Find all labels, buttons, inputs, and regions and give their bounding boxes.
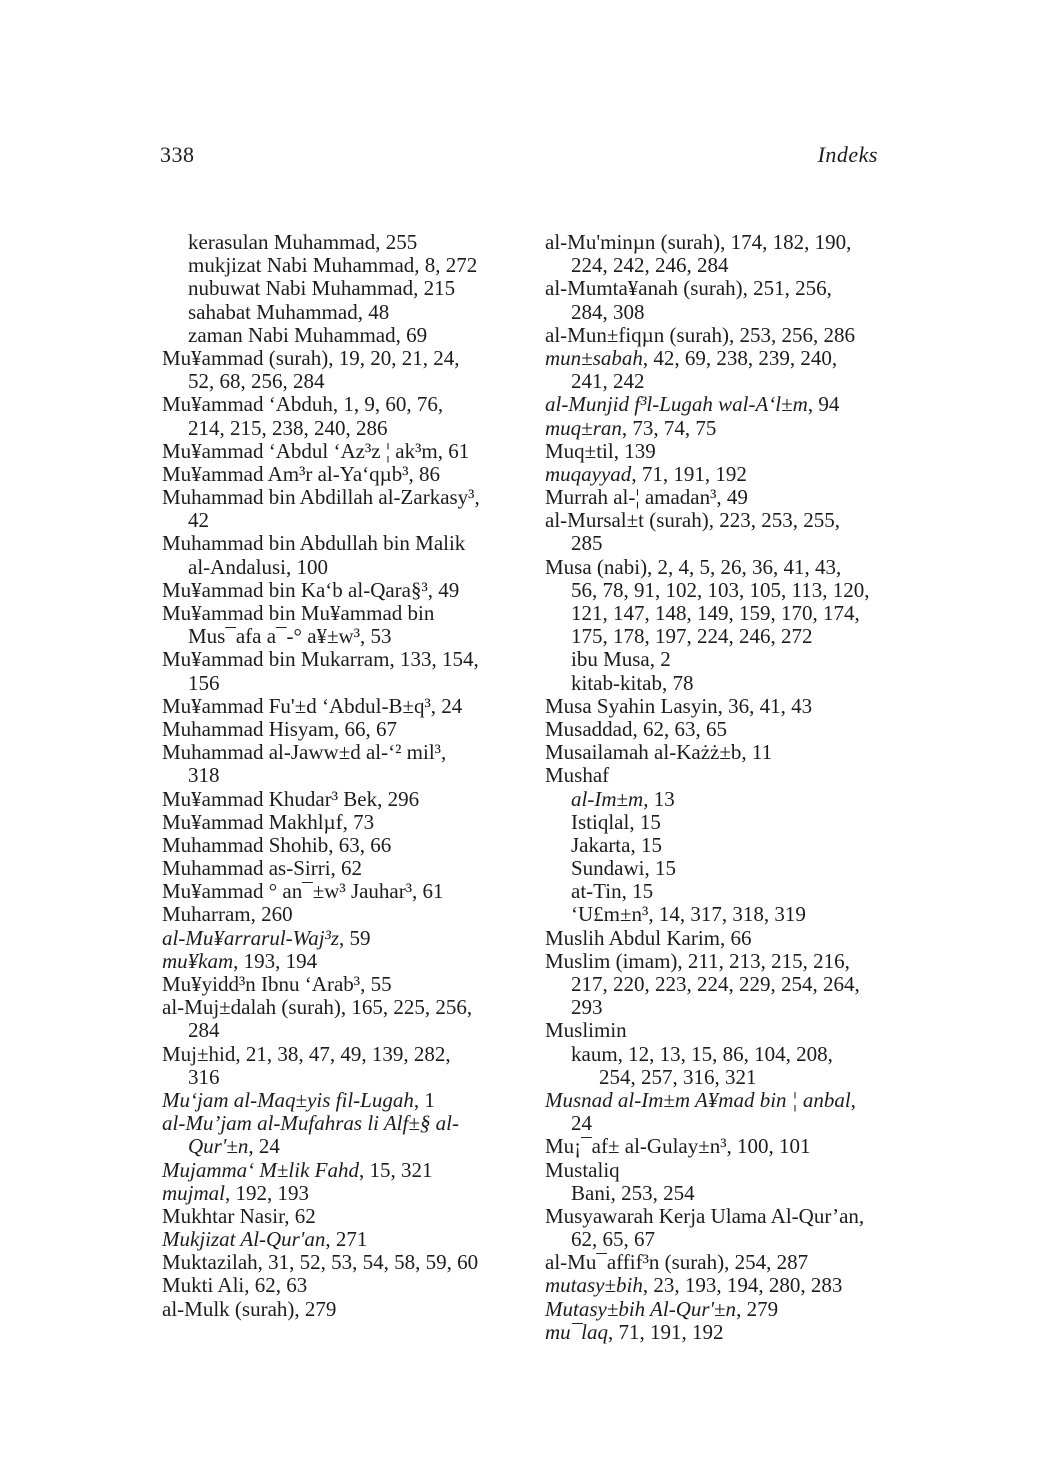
index-text-run: al-Mursal±t (surah), 223, 253, 255,	[545, 508, 840, 533]
index-entry-line	[162, 625, 545, 648]
index-text-run: 217, 220, 223, 224, 229, 254, 264,	[571, 972, 860, 996]
index-entry-line	[545, 463, 885, 486]
index-text-run: Muharram, 260	[162, 902, 293, 927]
index-entry-line	[545, 741, 885, 764]
index-entry-line	[162, 486, 545, 509]
index-entry-line	[162, 788, 545, 811]
index-entry-line	[162, 950, 545, 973]
index-text-run: , 23, 193, 194, 280, 283	[642, 1273, 843, 1298]
index-entry-line	[162, 532, 545, 555]
index-text-run: 42	[188, 508, 209, 533]
index-entry-line	[545, 880, 885, 903]
index-text-run: al-Mun±fiqµn (surah), 253, 256, 286	[545, 322, 855, 347]
index-text-run: 284	[188, 1018, 220, 1043]
index-entry-line	[545, 440, 885, 463]
index-entry-line	[545, 788, 885, 811]
index-entry-line	[545, 1019, 885, 1042]
index-text-run: 224, 242, 246, 284	[571, 253, 729, 278]
index-entry-line	[545, 277, 885, 300]
index-text-run: , 15, 321	[359, 1157, 433, 1182]
index-text-run: 24	[571, 1111, 592, 1136]
index-text-run: 285	[571, 531, 603, 556]
index-text-run: Muslim (imam), 211, 213, 215, 216,	[545, 948, 850, 973]
index-entry-line	[545, 1043, 885, 1066]
index-entry-line	[545, 602, 885, 625]
index-text-run: ,	[850, 1087, 856, 1112]
index-entry-line	[162, 556, 545, 579]
index-text-run: , 193, 194	[233, 948, 318, 973]
index-text-run: 316	[188, 1064, 220, 1089]
index-entry-line	[545, 1321, 885, 1344]
index-entry-line	[545, 625, 885, 648]
index-text-run: Mutasy±bih Al-Qur'±n	[545, 1296, 737, 1321]
index-text-run: Mu¥ammad Makhlµf, 73	[162, 809, 375, 834]
index-text-run: zaman Nabi Muhammad, 69	[188, 322, 428, 347]
index-entry-line	[162, 254, 545, 277]
index-entry-line	[545, 903, 885, 926]
index-text-run: Muslih Abdul Karim, 66	[545, 925, 752, 950]
index-entry-line	[545, 672, 885, 695]
index-entry-line	[545, 324, 885, 347]
index-text-run: Mustaliq	[545, 1157, 620, 1182]
index-text-run: 52, 68, 256, 284	[188, 369, 325, 394]
index-entry-line	[162, 903, 545, 926]
index-text-run: Musnad al-Im±m A¥mad bin ¦ anbal	[545, 1087, 851, 1112]
index-text-run: mu¥kam	[162, 948, 234, 973]
index-entry-line	[162, 672, 545, 695]
index-text-run: Mu¥ammad ‘Abdul ‘Az³z ¦ ak³m, 61	[162, 438, 470, 463]
index-text-run: Mu¥ammad (surah), 19, 20, 21, 24,	[162, 345, 460, 370]
index-entry-line	[545, 579, 885, 602]
index-text-run: , 73, 74, 75	[621, 415, 717, 440]
index-text-run: al-Mulk (surah), 279	[162, 1296, 337, 1321]
index-text-run: al-Mu'minµn (surah), 174, 182, 190,	[545, 230, 852, 254]
index-text-run: Muhammad Shohib, 63, 66	[162, 832, 392, 857]
index-entry-line	[162, 695, 545, 718]
index-text-run: , 271	[325, 1227, 368, 1252]
index-entry-line	[545, 1135, 885, 1158]
index-text-run: Muhammad al-Jaww±d al-‘² mil³,	[162, 740, 447, 765]
index-text-run: Jakarta, 15	[571, 832, 662, 857]
index-text-run: , 59	[339, 925, 371, 950]
index-text-run: 293	[571, 995, 603, 1020]
index-text-run: , 42, 69, 238, 239, 240,	[642, 345, 838, 370]
index-text-run: Mushaf	[545, 763, 610, 788]
index-text-run: Mukjizat Al-Qur'an	[162, 1227, 326, 1252]
index-text-run: Bani, 253, 254	[571, 1180, 695, 1205]
index-text-run: , 71, 191, 192	[608, 1319, 724, 1344]
index-text-run: Musa (nabi), 2, 4, 5, 26, 36, 41, 43,	[545, 554, 842, 579]
index-entry-line	[162, 648, 545, 671]
index-entry-line	[162, 463, 545, 486]
page-number: 338	[160, 142, 195, 167]
index-entry-line	[162, 811, 545, 834]
index-entry-line	[162, 417, 545, 440]
page-header-title: Indeks	[817, 142, 878, 167]
index-entry-line	[545, 973, 885, 996]
index-text-run: , 24	[248, 1134, 280, 1159]
index-text-run: , 13	[643, 786, 675, 811]
index-entry-line	[162, 1182, 545, 1205]
right-column	[545, 231, 885, 1344]
index-entry-line	[545, 254, 885, 277]
index-entry-line	[545, 764, 885, 787]
index-text-run: al-Muj±dalah (surah), 165, 225, 256,	[162, 995, 473, 1020]
index-text-run: Mu¥ammad ° an¯±w³ Jauhar³, 61	[162, 879, 444, 904]
index-text-run: Mu¡¯af± al-Gulay±n³, 100, 101	[545, 1134, 811, 1159]
index-text-run: Mukhtar Nasir, 62	[162, 1203, 316, 1228]
index-text-run: Mu¥ammad Khudar³ Bek, 296	[162, 786, 420, 811]
index-text-run: , 71, 191, 192	[631, 461, 747, 486]
index-entry-line	[162, 301, 545, 324]
index-entry-line	[545, 1274, 885, 1297]
index-entry-line	[545, 509, 885, 532]
index-text-run: Muhammad as-Sirri, 62	[162, 856, 363, 881]
index-text-run: Mujamma‘ M±lik Fahd	[162, 1157, 359, 1182]
index-entry-line	[545, 532, 885, 555]
index-text-run: Musa Syahin Lasyin, 36, 41, 43	[545, 693, 813, 718]
index-text-run: Mu¥ammad bin Mukarram, 133, 154,	[162, 647, 479, 672]
left-column	[162, 231, 545, 1321]
index-text-run: mun±sabah	[545, 345, 643, 370]
index-entry-line	[545, 370, 885, 393]
index-text-run: 284, 308	[571, 299, 645, 324]
index-entry-line	[162, 927, 545, 950]
index-entry-line	[545, 857, 885, 880]
index-text-run: kaum, 12, 13, 15, 86, 104, 208,	[571, 1041, 833, 1066]
index-text-run: al-Mu¥arrarul-Waj³z	[162, 925, 340, 950]
index-entry-line	[545, 1228, 885, 1251]
index-entry-line	[545, 1112, 885, 1135]
index-text-run: al-Mu¯affif³n (surah), 254, 287	[545, 1250, 809, 1275]
index-entry-line	[162, 1274, 545, 1297]
index-text-run: Muktazilah, 31, 52, 53, 54, 58, 59, 60	[162, 1250, 479, 1275]
index-text-run: Sundawi, 15	[571, 856, 676, 881]
index-text-run: kerasulan Muhammad, 255	[188, 230, 418, 254]
index-text-run: mu¯laq	[545, 1319, 608, 1344]
index-entry-line	[162, 393, 545, 416]
index-text-run: Muq±til, 139	[545, 438, 656, 463]
index-text-run: Mus¯afa a¯-° a¥±w³, 53	[188, 624, 392, 649]
index-entry-line	[162, 1066, 545, 1089]
index-text-run: Qur'±n	[188, 1134, 249, 1159]
index-text-run: muq±ran	[545, 415, 622, 440]
index-text-run: al-Mumta¥anah (surah), 251, 256,	[545, 276, 832, 301]
index-entry-line	[162, 973, 545, 996]
index-text-run: ibu Musa, 2	[571, 647, 671, 672]
index-text-run: 254, 257, 316, 321	[599, 1064, 757, 1089]
index-text-run: Musyawarah Kerja Ulama Al-Qur’an,	[545, 1203, 865, 1228]
index-entry-line	[545, 1205, 885, 1228]
index-entry-line	[162, 1135, 545, 1158]
index-text-run: 175, 178, 197, 224, 246, 272	[571, 624, 813, 649]
index-text-run: , 94	[807, 392, 840, 417]
index-entry-line	[162, 764, 545, 787]
index-entry-line	[162, 1159, 545, 1182]
index-text-run: Mukti Ali, 62, 63	[162, 1273, 308, 1298]
index-text-run: Murrah al-¦ amadan³, 49	[545, 485, 748, 510]
index-entry-line	[545, 718, 885, 741]
index-text-run: 214, 215, 238, 240, 286	[188, 415, 388, 440]
index-entry-line	[162, 1112, 545, 1135]
index-text-run: at-Tin, 15	[571, 879, 654, 904]
index-text-run: mujmal	[162, 1180, 225, 1205]
index-entry-line	[162, 857, 545, 880]
index-entry-line	[162, 579, 545, 602]
index-entry-line	[545, 950, 885, 973]
index-entry-line	[162, 602, 545, 625]
index-text-run: 156	[188, 670, 220, 695]
index-entry-line	[162, 1019, 545, 1042]
index-text-run: Mu¥ammad bin Ka‘b al-Qara§³, 49	[162, 577, 460, 602]
index-entry-line	[162, 1089, 545, 1112]
index-text-run: al-Munjid f³l-Lugah wal-A‘l±m	[545, 392, 808, 417]
index-text-run: Muhammad Hisyam, 66, 67	[162, 716, 398, 741]
index-entry-line	[545, 393, 885, 416]
index-entry-line	[162, 996, 545, 1019]
index-entry-line	[545, 417, 885, 440]
index-text-run: Mu‘jam al-Maq±yis fil-Lugah	[162, 1087, 414, 1112]
index-entry-line	[545, 695, 885, 718]
index-entry-line	[545, 347, 885, 370]
index-entry-line	[545, 927, 885, 950]
index-entry-line	[162, 718, 545, 741]
index-text-run: 121, 147, 148, 149, 159, 170, 174,	[571, 601, 860, 625]
index-entry-line	[162, 1205, 545, 1228]
index-entry-line	[162, 347, 545, 370]
index-text-run: Mu¥ammad Fu'±d ‘Abdul-B±q³, 24	[162, 693, 463, 718]
index-text-run: Muj±hid, 21, 38, 47, 49, 139, 282,	[162, 1041, 451, 1066]
index-entry-line	[162, 834, 545, 857]
index-text-run: 241, 242	[571, 369, 645, 394]
index-text-run: ‘U£m±n³, 14, 317, 318, 319	[571, 902, 806, 927]
index-text-run: Muhammad bin Abdillah al-Zarkasy³,	[162, 485, 480, 510]
index-text-run: Istiqlal, 15	[571, 809, 661, 834]
index-entry-line	[545, 486, 885, 509]
index-entry-line	[545, 556, 885, 579]
index-text-run: 318	[188, 763, 220, 788]
index-text-run: 56, 78, 91, 102, 103, 105, 113, 120,	[571, 577, 870, 602]
index-entry-line	[162, 231, 545, 254]
index-entry-line	[162, 440, 545, 463]
index-text-run: Mu¥yidd³n Ibnu ‘Arab³, 55	[162, 972, 392, 996]
index-text-run: , 192, 193	[225, 1180, 309, 1205]
index-text-run: Mu¥ammad ‘Abduh, 1, 9, 60, 76,	[162, 392, 444, 417]
index-entry-line	[545, 301, 885, 324]
index-entry-line	[162, 277, 545, 300]
index-text-run: al-Mu’jam al-Mufahras li Alf±§ al-	[162, 1111, 459, 1136]
index-entry-line	[545, 648, 885, 671]
index-entry-line	[162, 324, 545, 347]
index-entry-line	[162, 880, 545, 903]
index-text-run: Musailamah al-Każż±b, 11	[545, 740, 773, 765]
index-entry-line	[545, 834, 885, 857]
index-text-run: mukjizat Nabi Muhammad, 8, 272	[188, 253, 478, 278]
index-entry-line	[162, 741, 545, 764]
index-text-run: al-Andalusi, 100	[188, 554, 328, 579]
index-text-run: kitab-kitab, 78	[571, 670, 694, 695]
index-entry-line	[545, 1066, 885, 1089]
index-entry-line	[545, 1089, 885, 1112]
index-text-run: sahabat Muhammad, 48	[188, 299, 390, 324]
index-entry-line	[162, 1298, 545, 1321]
index-entry-line	[162, 1251, 545, 1274]
index-text-run: Muhammad bin Abdullah bin Malik	[162, 531, 466, 556]
index-text-run: 62, 65, 67	[571, 1227, 655, 1252]
index-text-run: Musaddad, 62, 63, 65	[545, 716, 727, 741]
index-text-run: muqayyad	[545, 461, 632, 486]
index-entry-line	[162, 1228, 545, 1251]
index-entry-line	[545, 1298, 885, 1321]
index-text-run: mutasy±bih	[545, 1273, 643, 1298]
index-text-run: nubuwat Nabi Muhammad, 215	[188, 276, 456, 301]
index-entry-line	[545, 1182, 885, 1205]
index-text-run: , 1	[413, 1087, 435, 1112]
index-text-run: Mu¥ammad Am³r al-Ya‘qµb³, 86	[162, 461, 441, 486]
index-text-run: Muslimin	[545, 1018, 627, 1043]
index-text-run: Mu¥ammad bin Mu¥ammad bin	[162, 601, 435, 625]
index-entry-line	[545, 811, 885, 834]
index-entry-line	[545, 996, 885, 1019]
index-entry-line	[545, 1251, 885, 1274]
index-entry-line	[162, 370, 545, 393]
index-entry-line	[545, 231, 885, 254]
index-text-run: , 279	[736, 1296, 779, 1321]
index-text-run: al-Im±m	[571, 786, 644, 811]
index-entry-line	[545, 1159, 885, 1182]
index-entry-line	[162, 1043, 545, 1066]
index-entry-line	[162, 509, 545, 532]
